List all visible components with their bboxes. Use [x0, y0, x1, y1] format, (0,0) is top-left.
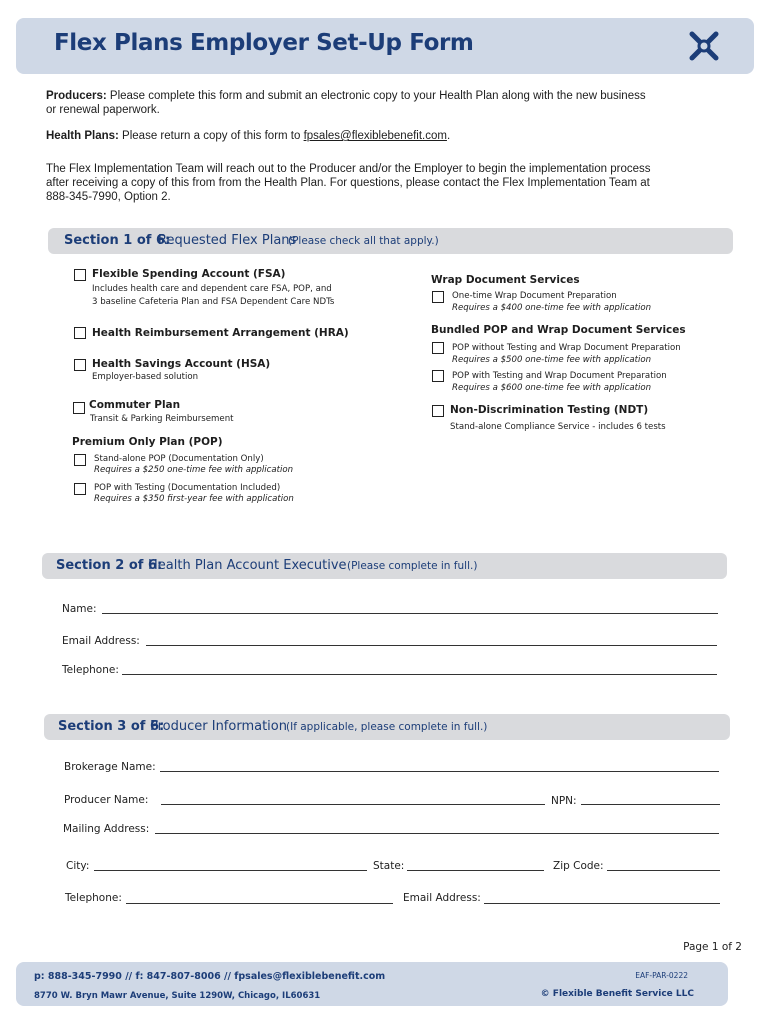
- section-3-note: (If applicable, please complete in full.): [286, 721, 488, 733]
- ae-email-label: Email Address:: [62, 635, 140, 647]
- health-plans-label: Health Plans:: [46, 130, 119, 142]
- pop-heading: Premium Only Plan (POP): [72, 436, 223, 448]
- page-number: Page 1 of 2: [683, 941, 742, 953]
- bundled-heading: Bundled POP and Wrap Document Services: [431, 324, 686, 336]
- npn-label: NPN:: [551, 795, 577, 807]
- mailing-address-field[interactable]: [155, 833, 719, 834]
- ndt-description: Stand-alone Compliance Service - includes 6 tests: [450, 422, 666, 432]
- fsa-checkbox[interactable]: [74, 269, 86, 281]
- pop-standalone-fee: Requires a $250 one-time fee with application: [94, 465, 294, 475]
- producer-email-field[interactable]: [484, 903, 720, 904]
- footer-copyright: © Flexible Benefit Service LLC: [540, 989, 694, 999]
- health-plans-end: .: [446, 130, 451, 142]
- ae-email-field[interactable]: [146, 645, 717, 646]
- npn-field[interactable]: [581, 804, 720, 805]
- ae-name-field[interactable]: [102, 613, 718, 614]
- section-1-title: Requested Flex Plans: [158, 233, 297, 248]
- section-2-header: [42, 553, 727, 579]
- producers-text-2: or renewal paperwork.: [46, 104, 160, 116]
- ndt-label: Non-Discrimination Testing (NDT): [450, 404, 649, 416]
- footer-bar: [16, 962, 728, 1006]
- footer-contact: p: 888-345-7990 // f: 847-807-8006 // fpsales@flexiblebenefit.com: [34, 971, 386, 982]
- paragraph-line-1: The Flex Implementation Team will reach out to the Producer and/or the Employer to begin the implementation process: [46, 163, 651, 175]
- mailing-address-label: Mailing Address:: [63, 823, 150, 835]
- flex-logo-icon: [686, 28, 722, 64]
- brokerage-name-field[interactable]: [160, 771, 719, 772]
- producers-instructions: [46, 89, 646, 117]
- producer-telephone-field[interactable]: [126, 903, 393, 904]
- sales-email-link[interactable]: fpsales@flexiblebenefit.com: [303, 130, 447, 142]
- title-banner: [16, 18, 754, 74]
- implementation-paragraph: [46, 162, 651, 204]
- ae-telephone-label: Telephone:: [62, 664, 119, 676]
- section-1-label: Section 1 of 6:: [64, 233, 171, 248]
- producer-email-label: Email Address:: [403, 892, 481, 904]
- section-1-header: [48, 228, 733, 254]
- zip-code-field[interactable]: [607, 870, 720, 871]
- section-1-note: (Please check all that apply.): [288, 235, 439, 247]
- state-label: State:: [373, 860, 405, 872]
- paragraph-line-3: 888-345-7990, Option 2.: [46, 191, 171, 203]
- pop-testing-fee: Requires a $350 first-year fee with application: [94, 494, 294, 504]
- hsa-description: Employer-based solution: [92, 372, 199, 382]
- hsa-label: Health Savings Account (HSA): [92, 358, 271, 370]
- commuter-checkbox[interactable]: [73, 402, 85, 414]
- wrap-checkbox[interactable]: [432, 291, 444, 303]
- wrap-label: One-time Wrap Document Preparation: [452, 291, 617, 301]
- hra-checkbox[interactable]: [74, 327, 86, 339]
- paragraph-line-2: after receiving a copy of this from from the Health Plan. For questions, please contact the Flex Implementation Team at: [46, 177, 650, 189]
- producer-name-field[interactable]: [161, 804, 545, 805]
- bundled-testing-label: POP with Testing and Wrap Document Preparation: [452, 371, 667, 381]
- pop-standalone-checkbox[interactable]: [74, 454, 86, 466]
- city-field[interactable]: [94, 870, 367, 871]
- section-3-header: [44, 714, 730, 740]
- wrap-fee: Requires a $400 one-time fee with application: [452, 303, 652, 313]
- fsa-description-1: Includes health care and dependent care FSA, POP, and: [92, 284, 332, 294]
- section-2-note: (Please complete in full.): [347, 560, 478, 572]
- form-code: EAF-PAR-0222: [635, 971, 688, 980]
- hsa-checkbox[interactable]: [74, 359, 86, 371]
- health-plans-instructions: [46, 129, 450, 143]
- producers-label: Producers:: [46, 90, 107, 102]
- state-field[interactable]: [407, 870, 544, 871]
- bundled-no-testing-checkbox[interactable]: [432, 342, 444, 354]
- ae-telephone-field[interactable]: [122, 674, 717, 675]
- health-plans-text: Please return a copy of this form to: [118, 130, 304, 142]
- producer-telephone-label: Telephone:: [65, 892, 122, 904]
- bundled-testing-checkbox[interactable]: [432, 370, 444, 382]
- commuter-label: Commuter Plan: [89, 399, 181, 411]
- zip-code-label: Zip Code:: [553, 860, 604, 872]
- wrap-heading: Wrap Document Services: [431, 274, 580, 286]
- section-3-label: Section 3 of 6:: [58, 719, 165, 734]
- pop-standalone-label: Stand-alone POP (Documentation Only): [94, 454, 264, 464]
- brokerage-name-label: Brokerage Name:: [64, 761, 156, 773]
- ae-name-label: Name:: [62, 603, 97, 615]
- pop-testing-checkbox[interactable]: [74, 483, 86, 495]
- section-3-title: Producer Information: [150, 719, 287, 734]
- bundled-testing-fee: Requires a $600 one-time fee with application: [452, 383, 652, 393]
- footer-address: 8770 W. Bryn Mawr Avenue, Suite 1290W, Chicago, IL60631: [34, 991, 321, 1001]
- ndt-checkbox[interactable]: [432, 405, 444, 417]
- fsa-description-2: 3 baseline Cafeteria Plan and FSA Dependent Care NDTs: [92, 297, 335, 307]
- producer-name-label: Producer Name:: [64, 794, 149, 806]
- section-2-title: Health Plan Account Executive: [148, 558, 347, 573]
- bundled-no-testing-label: POP without Testing and Wrap Document Preparation: [452, 343, 681, 353]
- bundled-no-testing-fee: Requires a $500 one-time fee with application: [452, 355, 652, 365]
- pop-testing-label: POP with Testing (Documentation Included): [94, 483, 281, 493]
- fsa-label: Flexible Spending Account (FSA): [92, 268, 286, 280]
- section-2-label: Section 2 of 6:: [56, 558, 163, 573]
- commuter-description: Transit & Parking Reimbursement: [90, 414, 234, 424]
- producers-text: Please complete this form and submit an electronic copy to your Health Plan along with the new business: [106, 90, 646, 102]
- city-label: City:: [66, 860, 90, 872]
- form-title: Flex Plans Employer Set-Up Form: [54, 30, 474, 56]
- hra-label: Health Reimbursement Arrangement (HRA): [92, 327, 349, 339]
